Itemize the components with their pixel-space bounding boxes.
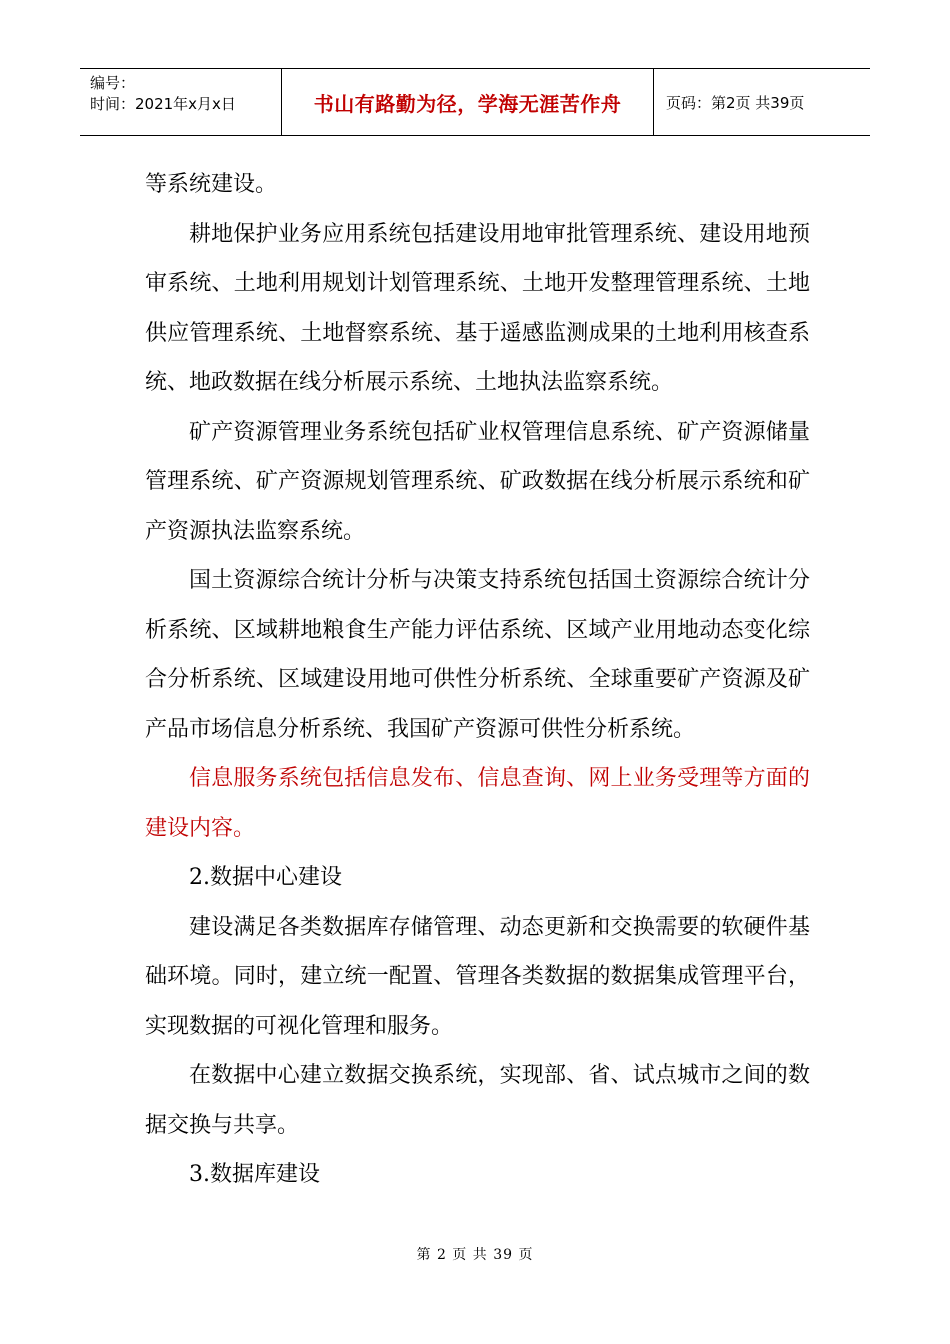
paragraph-info-service-highlight: 信息服务系统包括信息发布、信息查询、网上业务受理等方面的建设内容。	[145, 766, 810, 841]
document-number-label: 编号：	[90, 74, 136, 92]
header-motto: 书山有路勤为径，学海无涯苦作舟	[282, 69, 654, 135]
page-footer: 第 2 页 共 39 页	[416, 1247, 534, 1263]
paragraph-continuation: 等系统建设。	[145, 172, 278, 197]
section-heading-database: 3.数据库建设	[189, 1162, 320, 1187]
header-page-info: 页码：第2页 共39页	[666, 93, 805, 112]
paragraph-mineral-systems: 矿产资源管理业务系统包括矿业权管理信息系统、矿产资源储量管理系统、矿产资源规划管理系统、矿政数据在线分析展示系统和矿产资源执法监察系统。	[145, 419, 810, 544]
document-body	[145, 160, 810, 1200]
paragraph-farmland-systems: 耕地保护业务应用系统包括建设用地审批管理系统、建设用地预审系统、土地利用规划计划管理系统、土地开发整理管理系统、土地供应管理系统、土地督察系统、基于遥感监测成果的土地利用核查系统、地政数据在线分析展示系统、土地执法监察系统。	[145, 221, 810, 395]
paragraph-data-exchange: 在数据中心建立数据交换系统，实现部、省、试点城市之间的数据交换与共享。	[145, 1063, 810, 1138]
paragraph-statistics-systems: 国土资源综合统计分析与决策支持系统包括国土资源综合统计分析系统、区域耕地粮食生产能力评估系统、区域产业用地动态变化综合分析系统、区域建设用地可供性分析系统、全球重要矿产资源及矿产品市场信息分析系统、我国矿产资源可供性分析系统。	[145, 568, 810, 742]
header-meta	[80, 69, 282, 135]
document-date: 时间：2021年x月x日	[90, 95, 236, 113]
page-header	[80, 68, 870, 136]
section-heading-data-center: 2.数据中心建设	[189, 865, 342, 890]
paragraph-data-center-infra: 建设满足各类数据库存储管理、动态更新和交换需要的软硬件基础环境。同时，建立统一配置、管理各类数据的数据集成管理平台，实现数据的可视化管理和服务。	[145, 914, 810, 1039]
